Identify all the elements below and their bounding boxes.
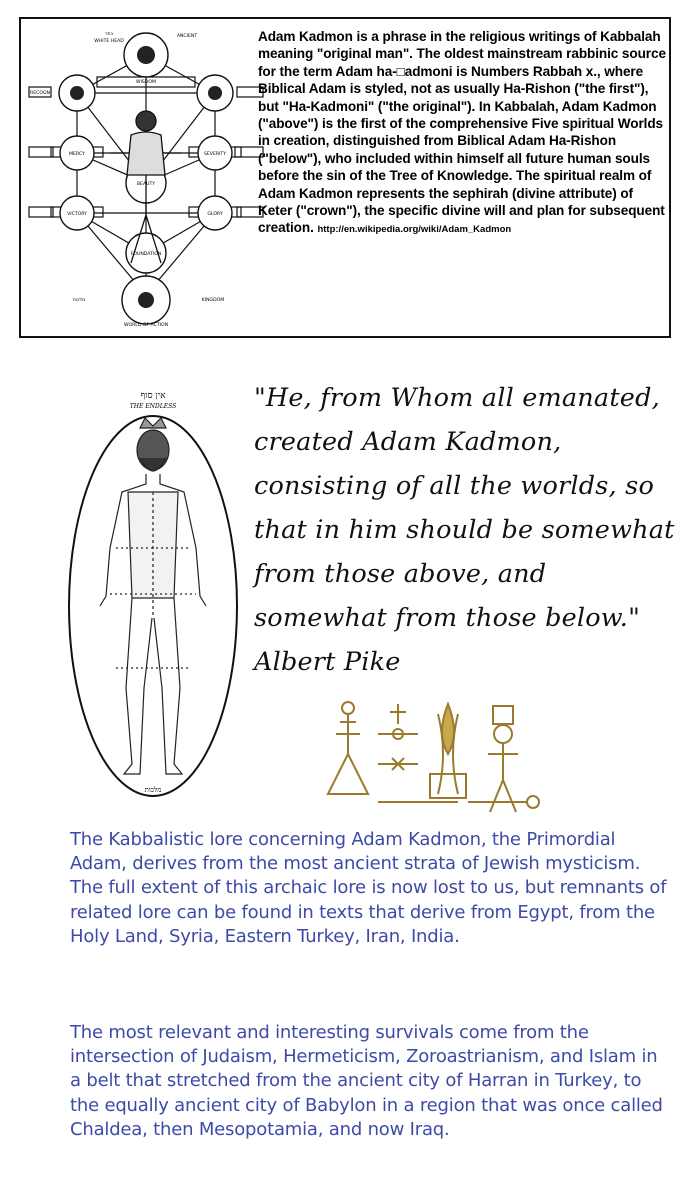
wikipedia-source-link[interactable]: http://en.wikipedia.org/wiki/Adam_Kadmon (317, 224, 512, 236)
label-the-endless: THE ENDLESS (129, 403, 177, 410)
albert-pike-quote: "He, from Whom all emanated, created Adam Kadmon, consisting of all the worlds, so that in him should be somewhat from those above, and somewhat from those below." Albert Pike (254, 383, 675, 677)
label-ancient: ANCIENT (176, 34, 198, 39)
label-glory: GLORY (207, 212, 223, 217)
label-crown-hebrew: כתר (104, 32, 114, 37)
description-text: Adam Kadmon is a phrase in the religious writings of Kabbalah meaning "original man". The oldest mainstream rabbinic source for the term Adam ha-□admoni is Numbers Rabbah x., where Biblical Adam is styled, not as usually Ha-Rishon ("the first"), but "Ha-Kadmoni" ("the original"). In Kabbalah, Adam Kadmon ("above") is the first of the comprehensive Five spiritual Worlds in creation, distinguished from Biblical Adam Ha-Rishon ("below"), who included within himself all future human souls before the sin of the Tree of Knowledge. The spiritual realm of Adam Kadmon represents the sephirah (divine attribute) of Keter ("crown"), the specific divine will and plan for subsequent creation. (258, 29, 666, 236)
label-ein-sof-hebrew: אין סוף (140, 391, 166, 401)
kabbalistic-lore-paragraph: The Kabbalistic lore concerning Adam Kadmon, the Primordial Adam, derives from the most ancient strata of Jewish mysticism. The full extent of this archaic lore is now lost to us, but remnants of related lore can be found in texts that derive from Egypt, from the Holy Land, Syria, Eastern Turkey, Iran, India. (70, 829, 667, 947)
alchemical-symbols-illustration (318, 694, 550, 818)
label-severity: SEVERITY (203, 152, 227, 157)
label-beauty: BEAUTY (136, 182, 156, 187)
label-figure-kingdom: מלכות (144, 786, 162, 794)
label-mercy: MERCY (69, 152, 85, 157)
adam-kadmon-description (258, 28, 668, 239)
intro-box (19, 17, 671, 338)
label-victory: VICTORY (67, 212, 87, 217)
sephirot-tree-illustration (27, 25, 265, 329)
label-wisdom: WISDOM (136, 80, 156, 85)
label-foundation: FOUNDATION (130, 252, 162, 257)
relevant-survivals-paragraph: The most relevant and interesting survivals come from the intersection of Judaism, Hermeticism, Zoroastrianism, and Islam in a belt that stretched from the ancient city of Harran in Turkey, to the equally ancient city of Babylon in a region that was once called Chaldea, then Mesopotamia, and now Iraq. (70, 1022, 663, 1140)
adam-kadmon-figure-illustration (66, 388, 241, 800)
label-kingdom-hebrew: מלכות (72, 298, 86, 303)
label-recognition: RECOGN (30, 91, 50, 96)
label-world-of-action: WORLD OF ACTION (123, 323, 169, 328)
label-kingdom: KINGDOM (201, 298, 225, 303)
label-white-head: WHITE HEAD (94, 39, 124, 44)
